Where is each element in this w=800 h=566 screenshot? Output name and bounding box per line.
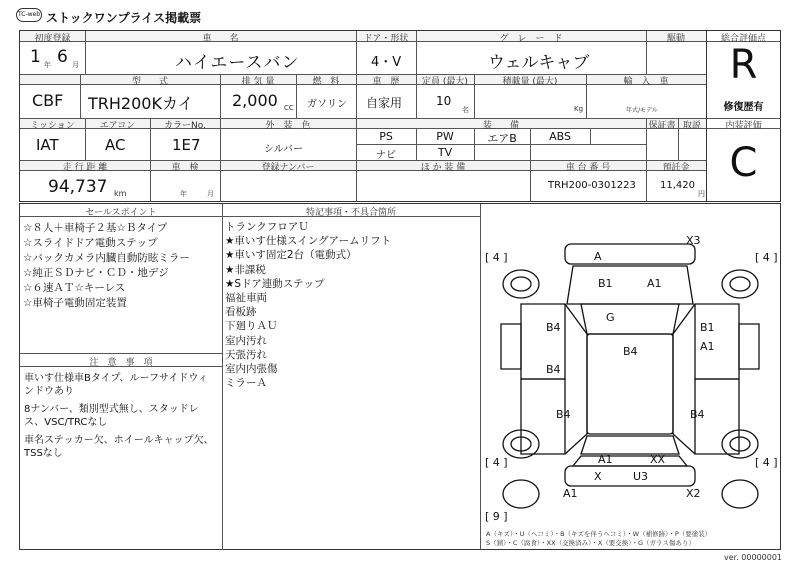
model-prefix: CBF xyxy=(32,91,64,110)
list-item: ☆バックカメラ内臓自動防眩ミラー xyxy=(23,252,190,264)
damage-mark: X3 xyxy=(686,234,701,247)
model-year-label: 年式/モデル xyxy=(626,107,658,114)
damage-mark: B1 xyxy=(700,321,715,334)
cc-unit: CC xyxy=(284,104,294,112)
damage-mark: B4 xyxy=(546,321,561,334)
bracket-label: [ 9 ] xyxy=(485,510,508,523)
hdr-aircon: エアコン xyxy=(99,121,136,131)
damage-mark: A1 xyxy=(598,453,613,466)
hdr-chassis-no: 車 台 番 号 xyxy=(565,163,611,173)
hdr-deposit: 預託金 xyxy=(662,163,690,173)
capacity: 10 xyxy=(436,94,452,108)
sales-points-list xyxy=(23,221,190,311)
damage-mark: X xyxy=(594,470,602,483)
list-item: ☆８人＋車椅子２基☆Ｂタイプ xyxy=(23,222,168,234)
overall-score: R xyxy=(729,42,758,88)
hdr-special-notes: 特記事項・不具合箇所 xyxy=(305,208,396,218)
list-item: ミラーＡ xyxy=(225,377,267,390)
hdr-other-equip: ほ か 装 備 xyxy=(420,163,466,173)
hdr-door-shape: ドア・形状 xyxy=(363,34,409,44)
list-item: ★車いす固定2台（電動式） xyxy=(225,249,357,262)
bracket-label: [ 4 ] xyxy=(755,251,778,264)
cautions-list xyxy=(24,372,216,460)
damage-mark: B1 xyxy=(598,277,613,290)
aircon: AC xyxy=(105,136,126,154)
hdr-car-name: 車 名 xyxy=(202,34,239,44)
hdr-capacity: 定員 (最大) xyxy=(422,77,468,87)
bracket-label: [ 4 ] xyxy=(485,251,508,264)
list-item: ☆車椅子電動固定装置 xyxy=(23,297,127,309)
damage-mark: A xyxy=(594,250,602,263)
list-item: ★車いす仕様スイングアームリフト xyxy=(225,235,392,248)
page-title: ストックワンプライス掲載票 xyxy=(46,11,202,25)
equip-navi: ナビ xyxy=(376,150,396,161)
list-item: 下廻りＡＵ xyxy=(225,320,278,333)
hdr-interior-score: 内装評価 xyxy=(725,121,762,131)
hdr-sales-points: セールスポイント xyxy=(85,208,157,218)
hdr-drive: 駆動 xyxy=(666,34,685,44)
equip-airbag: エアB xyxy=(487,132,517,145)
equip-pw: PW xyxy=(436,130,454,143)
equip-ps: PS xyxy=(379,130,393,143)
list-item: 福祉車両 xyxy=(225,292,267,305)
hdr-mileage: 走 行 距 離 xyxy=(62,163,108,173)
overall-score-note: 修復歴有 xyxy=(723,102,764,113)
hdr-warranty: 保証書 xyxy=(648,121,676,131)
damage-mark: B4 xyxy=(546,363,561,376)
displacement: 2,000 xyxy=(232,91,278,110)
hdr-cautions: 注 意 事 項 xyxy=(89,358,153,368)
damage-mark: B4 xyxy=(556,408,571,421)
hdr-color-no: カラーNo. xyxy=(164,121,206,131)
deposit-unit: 円 xyxy=(698,190,705,198)
list-item: ★非課税 xyxy=(225,263,266,276)
logo: TC-web xyxy=(16,8,42,22)
hdr-model: 型 式 xyxy=(131,77,168,87)
list-item: ☆スライドドア電動ステップ xyxy=(23,237,158,249)
hdr-reg-number: 登録ナンバー xyxy=(261,163,315,173)
damage-mark: G xyxy=(606,311,615,324)
interior-score: C xyxy=(729,140,758,186)
inspection-month: 月 xyxy=(207,190,214,198)
list-item: 8ナンバー、類別型式無し、スタッドレス、VSC/TRCなし xyxy=(24,404,199,428)
history: 自家用 xyxy=(366,96,403,110)
hdr-outer-color: 外 装 色 xyxy=(265,121,311,131)
hdr-load: 積載量 (最大) xyxy=(502,77,558,87)
car-name: ハイエースバン xyxy=(175,53,300,73)
fuel: ガソリン xyxy=(307,99,347,110)
hdr-import: 輸 入 車 xyxy=(623,77,669,87)
hdr-overall-score: 総合評価点 xyxy=(720,34,766,44)
hdr-first-reg: 初度登録 xyxy=(34,34,71,44)
list-item: 室内汚れ xyxy=(225,334,267,347)
hdr-fuel: 燃 料 xyxy=(312,77,340,87)
list-item: 天張汚れ xyxy=(225,348,267,361)
damage-mark: X2 xyxy=(686,487,701,500)
model-code: TRH200Kカイ xyxy=(88,94,194,113)
hdr-mission: ミッション xyxy=(30,121,75,131)
version-label: ver. 00000001 xyxy=(724,553,783,562)
first-reg-year: 1 xyxy=(30,47,41,67)
legend-line-2: S（錆）・C（腐食）・XX（交換済み）・X（要交換）・G（ガラス傷あり） xyxy=(486,539,695,547)
deposit: 11,420 xyxy=(660,180,695,191)
damage-mark: A1 xyxy=(563,487,578,500)
chassis-no: TRH200-0301223 xyxy=(548,180,636,191)
damage-mark: U3 xyxy=(633,470,649,483)
list-item: ☆純正ＳＤナビ・ＣＤ・地デジ xyxy=(23,267,169,279)
list-item: 車いす仕様車Bタイプ、ルーフサイドウィンドウあり xyxy=(24,373,208,397)
list-item: 車名ステッカー欠、ホイールキャップ欠、TSSなし xyxy=(24,435,214,459)
door-shape: 4・V xyxy=(371,55,402,70)
list-item: ★Sドア連動ステップ xyxy=(225,277,325,290)
hdr-history: 車 歴 xyxy=(372,77,400,87)
equip-tv: TV xyxy=(437,146,453,159)
mileage: 94,737 xyxy=(48,177,108,197)
damage-mark: A1 xyxy=(647,277,662,290)
first-reg-month: 6 xyxy=(57,47,68,67)
hdr-grade: グ レ ー ド xyxy=(499,34,563,44)
legend-line-1: A（キズ）・U（ヘコミ）・B（キズを伴うヘコミ）・W（補修跡）・P（要塗装） xyxy=(486,530,712,538)
list-item: 室内内張傷 xyxy=(225,363,278,376)
load-unit: Kg xyxy=(574,105,584,113)
car-condition-diagram xyxy=(481,204,780,550)
special-notes-list xyxy=(225,220,391,390)
hdr-inspection: 車 検 xyxy=(171,163,199,173)
bracket-label: [ 4 ] xyxy=(755,456,778,469)
damage-mark: B4 xyxy=(623,345,638,358)
color-no: 1E7 xyxy=(172,136,201,154)
hdr-manual: 取説 xyxy=(682,121,701,131)
inspection-year: 年 xyxy=(180,190,187,198)
year-unit: 年 xyxy=(44,61,51,69)
capacity-unit: 名 xyxy=(462,106,469,114)
damage-mark: A1 xyxy=(700,340,715,353)
grade: ウェルキャブ xyxy=(488,53,590,73)
bracket-label: [ 4 ] xyxy=(485,456,508,469)
outer-color: シルバー xyxy=(264,144,304,155)
damage-mark: XX xyxy=(650,453,666,466)
month-unit: 月 xyxy=(72,61,79,69)
mission: IAT xyxy=(36,136,59,154)
list-item: 看板跡 xyxy=(225,306,257,319)
list-item: ☆６速ＡＴ☆キーレス xyxy=(23,282,126,294)
hdr-displacement: 排 気 量 xyxy=(241,77,275,87)
equip-abs: ABS xyxy=(549,130,571,143)
mileage-unit: km xyxy=(114,189,127,198)
list-item: トランクフロアＵ xyxy=(225,221,309,233)
hdr-equipment: 装 備 xyxy=(482,121,519,131)
damage-mark: B4 xyxy=(690,408,705,421)
